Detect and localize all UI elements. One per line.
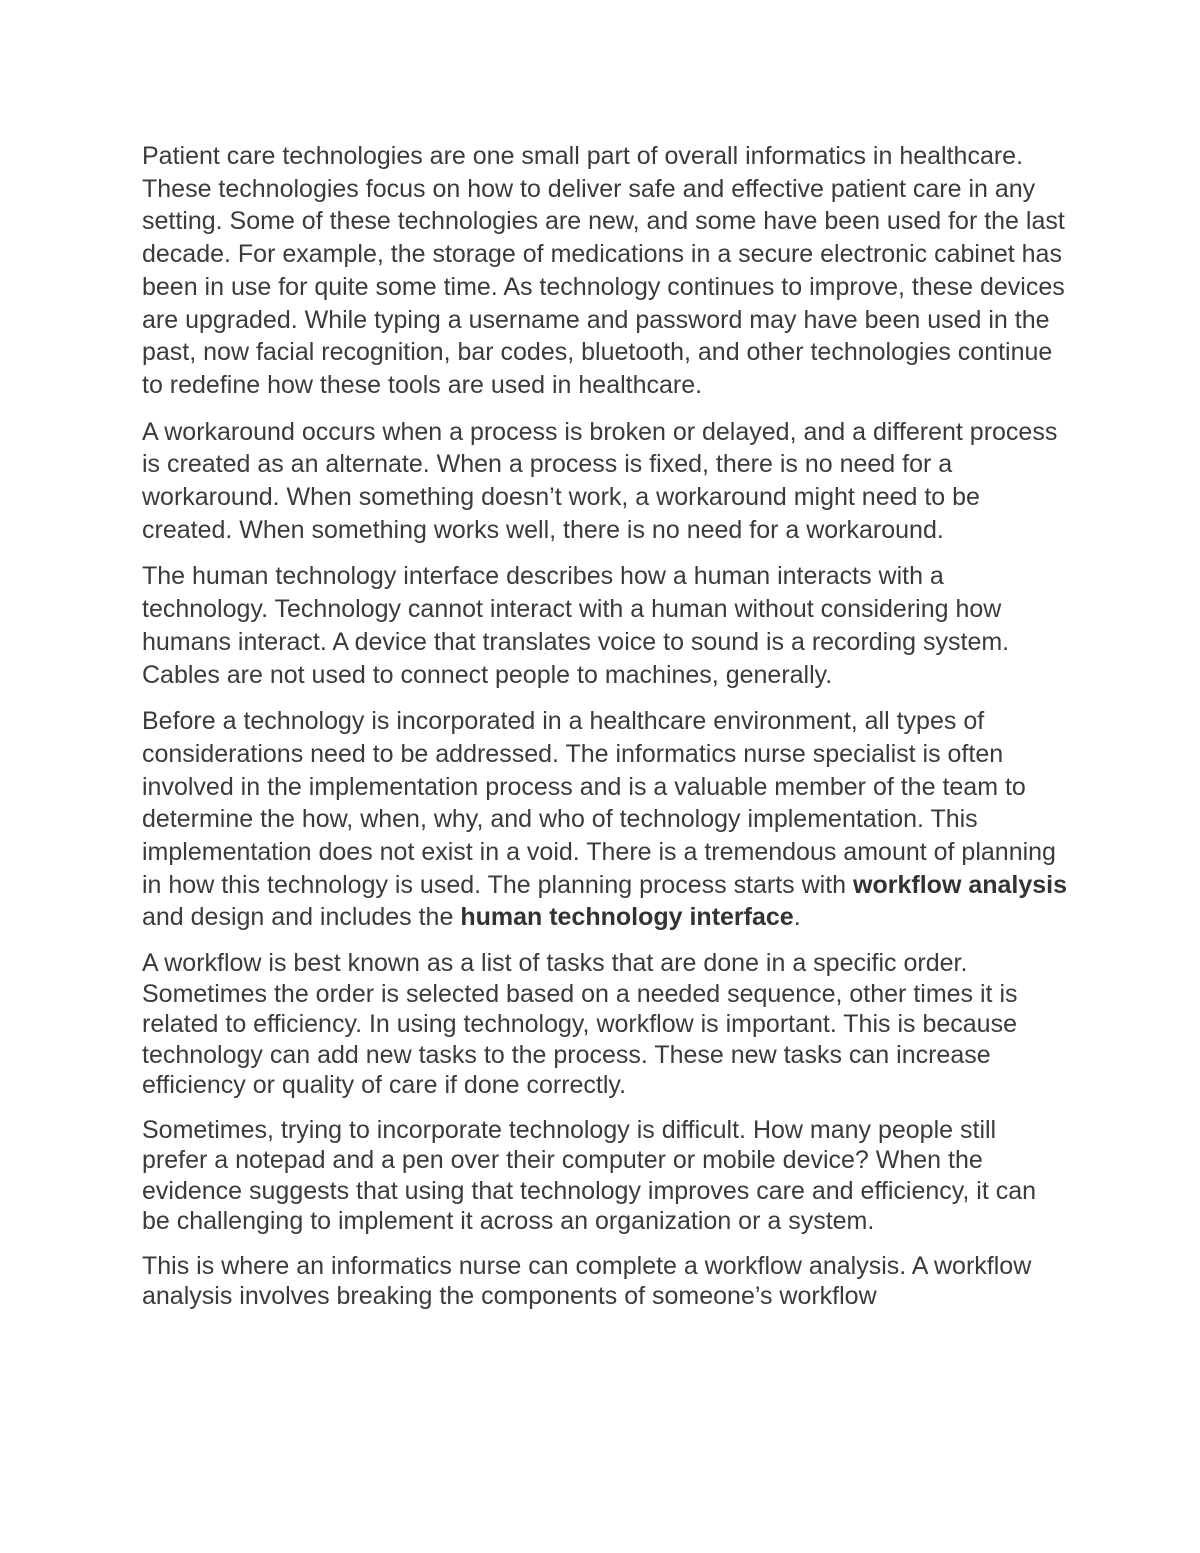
paragraph-human-technology-interface: The human technology interface describes how a human interacts with a technology. Technology cannot interact with a human without considering how humans interact. A device that translates voice to sound is a recording system. Cables are not used to connect people to machines, generally.: [142, 562, 1010, 689]
paragraph-workflow-definition: A workflow is best known as a list of tasks that are done in a specific order. Sometimes the order is selected based on a needed sequence, other times it is related to efficiency. In using technology, workflow is important. This is because technology can add new tasks to the process. These new tasks can increase efficiency or quality of care if done correctly.: [142, 949, 1018, 1100]
paragraph-implementation-text-end: .: [793, 903, 801, 932]
paragraph-implementation-text: Before a technology is incorporated in a healthcare environment, all types of considerations need to be addressed. The informatics nurse specialist is often involved in the implementation process and is a valuable member of the team to determine the how, when, why, and who of technology implementation. This implementation does not exist in a void. There is a tremendous amount of planning in how this technology is used. The planning process starts with: [142, 707, 1056, 899]
paragraph-workaround: A workaround occurs when a process is broken or delayed, and a different process is created as an alternate. When a process is fixed, there is no need for a workaround. When something doesn’t work, a workaround might need to be created. When something works well, there is no need for a workaround.: [142, 417, 1058, 544]
term-human-technology-interface: human technology interface: [460, 903, 794, 932]
paragraph-implementation: [142, 705, 1067, 934]
document-body: [142, 140, 1067, 1312]
paragraph-patient-care-technologies: Patient care technologies are one small part of overall informatics in healthcare. These technologies focus on how to deliver safe and effective patient care in any setting. Some of these technologies are new, and some have been used for the last decade. For example, the storage of medications in a secure electronic cabinet has been in use for quite some time. As technology continues to improve, these devices are upgraded. While typing a username and password may have been used in the past, now facial recognition, bar codes, bluetooth, and other technologies continue to redefine how these tools are used in healthcare.: [142, 142, 1065, 399]
paragraph-implementation-text-middle: and design and includes the: [142, 903, 461, 932]
term-workflow-analysis: workflow analysis: [853, 870, 1068, 899]
paragraph-incorporate-technology: Sometimes, trying to incorporate technology is difficult. How many people still prefer a notepad and a pen over their computer or mobile device? When the evidence suggests that using that technology improves care and efficiency, it can be challenging to implement it across an organization or a system.: [142, 1115, 1037, 1236]
paragraph-workflow-analysis: This is where an informatics nurse can complete a workflow analysis. A workflow analysis involves breaking the components of someone’s workflow: [142, 1251, 1032, 1311]
